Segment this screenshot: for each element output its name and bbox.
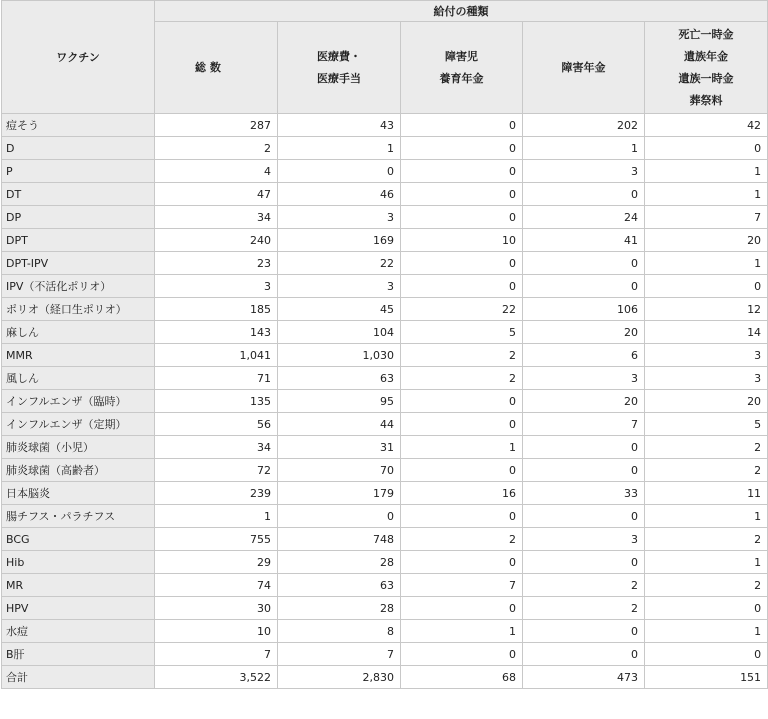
cell-value: 143	[155, 321, 278, 344]
header-line: 総 数	[195, 60, 221, 74]
vaccine-name: DP	[2, 206, 155, 229]
cell-value: 20	[523, 321, 645, 344]
header-line: 死亡一時金	[678, 27, 734, 41]
cell-value: 24	[523, 206, 645, 229]
vaccine-name: インフルエンザ（定期）	[2, 413, 155, 436]
cell-value: 0	[523, 505, 645, 528]
cell-value: 30	[155, 597, 278, 620]
cell-value: 3	[523, 160, 645, 183]
cell-value: 1,041	[155, 344, 278, 367]
cell-value: 45	[278, 298, 401, 321]
table-row	[2, 459, 768, 482]
cell-value: 5	[401, 321, 523, 344]
cell-value: 5	[645, 413, 768, 436]
table-row	[2, 505, 768, 528]
cell-value: 0	[401, 597, 523, 620]
cell-value: 2,830	[278, 666, 401, 689]
cell-value: 1	[278, 137, 401, 160]
cell-value: 240	[155, 229, 278, 252]
cell-value: 1	[401, 436, 523, 459]
cell-value: 7	[155, 643, 278, 666]
vaccine-name: P	[2, 160, 155, 183]
cell-value: 0	[523, 459, 645, 482]
cell-value: 20	[645, 390, 768, 413]
cell-value: 14	[645, 321, 768, 344]
cell-value: 473	[523, 666, 645, 689]
cell-value: 0	[401, 643, 523, 666]
table-row	[2, 597, 768, 620]
cell-value: 1	[645, 160, 768, 183]
cell-value: 104	[278, 321, 401, 344]
vaccine-name: D	[2, 137, 155, 160]
cell-value: 11	[645, 482, 768, 505]
cell-value: 74	[155, 574, 278, 597]
cell-value: 0	[278, 160, 401, 183]
cell-value: 169	[278, 229, 401, 252]
cell-value: 95	[278, 390, 401, 413]
table-row	[2, 252, 768, 275]
cell-value: 56	[155, 413, 278, 436]
cell-value: 1	[645, 620, 768, 643]
cell-value: 0	[401, 183, 523, 206]
cell-value: 20	[645, 229, 768, 252]
cell-value: 6	[523, 344, 645, 367]
cell-value: 0	[645, 275, 768, 298]
table-row	[2, 482, 768, 505]
cell-value: 44	[278, 413, 401, 436]
header-line: 葬祭料	[689, 93, 723, 107]
cell-value: 41	[523, 229, 645, 252]
cell-value: 7	[278, 643, 401, 666]
cell-value: 0	[523, 620, 645, 643]
vaccine-name: MMR	[2, 344, 155, 367]
vaccine-name: MR	[2, 574, 155, 597]
table-row	[2, 551, 768, 574]
cell-value: 748	[278, 528, 401, 551]
header-line: 障害児	[445, 49, 478, 63]
col-death-benefit-header	[645, 22, 768, 114]
cell-value: 0	[401, 551, 523, 574]
cell-value: 63	[278, 367, 401, 390]
table-row	[2, 114, 768, 137]
table-row	[2, 298, 768, 321]
cell-value: 0	[401, 505, 523, 528]
table-row	[2, 206, 768, 229]
cell-value: 185	[155, 298, 278, 321]
cell-value: 0	[401, 390, 523, 413]
cell-value: 239	[155, 482, 278, 505]
table-row	[2, 183, 768, 206]
vaccine-name: 肺炎球菌（高齢者）	[2, 459, 155, 482]
cell-value: 70	[278, 459, 401, 482]
cell-value: 71	[155, 367, 278, 390]
vaccine-name: DT	[2, 183, 155, 206]
vaccine-name: 風しん	[2, 367, 155, 390]
header-line: 遺族年金	[684, 49, 729, 63]
cell-value: 2	[645, 436, 768, 459]
vaccine-name: ポリオ（経口生ポリオ）	[2, 298, 155, 321]
cell-value: 23	[155, 252, 278, 275]
table-row	[2, 390, 768, 413]
vaccine-name: インフルエンザ（臨時）	[2, 390, 155, 413]
cell-value: 3	[523, 528, 645, 551]
cell-value: 0	[401, 459, 523, 482]
cell-value: 43	[278, 114, 401, 137]
cell-value: 179	[278, 482, 401, 505]
table-row	[2, 528, 768, 551]
cell-value: 0	[645, 643, 768, 666]
vaccine-name: 痘そう	[2, 114, 155, 137]
table-row	[2, 321, 768, 344]
header-line: 医療費・	[317, 49, 361, 63]
cell-value: 34	[155, 206, 278, 229]
table-row	[2, 229, 768, 252]
cell-value: 0	[645, 597, 768, 620]
cell-value: 0	[401, 275, 523, 298]
cell-value: 2	[401, 367, 523, 390]
cell-value: 0	[523, 436, 645, 459]
table-row	[2, 620, 768, 643]
table-row	[2, 643, 768, 666]
cell-value: 0	[401, 137, 523, 160]
cell-value: 1	[645, 551, 768, 574]
cell-value: 1	[523, 137, 645, 160]
cell-value: 2	[523, 597, 645, 620]
benefit-type-header: 給付の種類	[155, 1, 768, 22]
cell-value: 151	[645, 666, 768, 689]
cell-value: 0	[523, 183, 645, 206]
table-row	[2, 275, 768, 298]
cell-value: 46	[278, 183, 401, 206]
cell-value: 22	[278, 252, 401, 275]
cell-value: 755	[155, 528, 278, 551]
vaccine-name: DPT-IPV	[2, 252, 155, 275]
cell-value: 33	[523, 482, 645, 505]
cell-value: 3	[645, 344, 768, 367]
cell-value: 0	[278, 505, 401, 528]
vaccine-name: 水痘	[2, 620, 155, 643]
cell-value: 4	[155, 160, 278, 183]
cell-value: 135	[155, 390, 278, 413]
cell-value: 16	[401, 482, 523, 505]
header-line: 遺族一時金	[678, 71, 734, 85]
cell-value: 1	[645, 252, 768, 275]
header-line: 障害年金	[561, 60, 606, 74]
cell-value: 7	[645, 206, 768, 229]
cell-value: 0	[523, 275, 645, 298]
cell-value: 7	[523, 413, 645, 436]
cell-value: 2	[523, 574, 645, 597]
cell-value: 0	[401, 413, 523, 436]
col-disability-pension-header	[523, 22, 645, 114]
cell-value: 2	[645, 459, 768, 482]
table-row	[2, 160, 768, 183]
cell-value: 8	[278, 620, 401, 643]
cell-value: 0	[523, 643, 645, 666]
cell-value: 28	[278, 597, 401, 620]
vaccine-header: ワクチン	[2, 1, 155, 114]
cell-value: 3	[155, 275, 278, 298]
cell-value: 0	[523, 252, 645, 275]
cell-value: 34	[155, 436, 278, 459]
cell-value: 106	[523, 298, 645, 321]
vaccine-name: 日本脳炎	[2, 482, 155, 505]
table-row	[2, 344, 768, 367]
cell-value: 0	[523, 551, 645, 574]
cell-value: 1,030	[278, 344, 401, 367]
cell-value: 22	[401, 298, 523, 321]
cell-value: 0	[401, 206, 523, 229]
cell-value: 1	[155, 505, 278, 528]
cell-value: 3	[278, 206, 401, 229]
cell-value: 2	[645, 574, 768, 597]
cell-value: 2	[155, 137, 278, 160]
cell-value: 1	[645, 505, 768, 528]
vaccine-name: IPV（不活化ポリオ）	[2, 275, 155, 298]
cell-value: 0	[401, 114, 523, 137]
table-row	[2, 574, 768, 597]
cell-value: 2	[401, 528, 523, 551]
cell-value: 12	[645, 298, 768, 321]
cell-value: 202	[523, 114, 645, 137]
col-medical-header	[278, 22, 401, 114]
vaccine-name: HPV	[2, 597, 155, 620]
vaccine-name: Hib	[2, 551, 155, 574]
header-line: 医療手当	[317, 71, 361, 85]
table-row	[2, 413, 768, 436]
table-row	[2, 137, 768, 160]
col-child-pension-header	[401, 22, 523, 114]
cell-value: 10	[401, 229, 523, 252]
vaccine-name: DPT	[2, 229, 155, 252]
cell-value: 10	[155, 620, 278, 643]
vaccine-name: 麻しん	[2, 321, 155, 344]
cell-value: 1	[401, 620, 523, 643]
vaccine-name: B肝	[2, 643, 155, 666]
cell-value: 31	[278, 436, 401, 459]
vaccine-name: 腸チフス・パラチフス	[2, 505, 155, 528]
cell-value: 42	[645, 114, 768, 137]
cell-value: 0	[401, 252, 523, 275]
cell-value: 3	[523, 367, 645, 390]
cell-value: 29	[155, 551, 278, 574]
cell-value: 3	[645, 367, 768, 390]
col-total-header	[155, 22, 278, 114]
cell-value: 7	[401, 574, 523, 597]
vaccine-name: 肺炎球菌（小児）	[2, 436, 155, 459]
cell-value: 72	[155, 459, 278, 482]
vaccine-name: 合計	[2, 666, 155, 689]
cell-value: 28	[278, 551, 401, 574]
cell-value: 2	[401, 344, 523, 367]
vaccine-benefit-table	[1, 0, 768, 689]
cell-value: 287	[155, 114, 278, 137]
cell-value: 0	[645, 137, 768, 160]
cell-value: 3,522	[155, 666, 278, 689]
cell-value: 20	[523, 390, 645, 413]
table-row	[2, 436, 768, 459]
cell-value: 1	[645, 183, 768, 206]
table-row	[2, 367, 768, 390]
cell-value: 47	[155, 183, 278, 206]
cell-value: 2	[645, 528, 768, 551]
header-line: 養育年金	[439, 71, 484, 85]
cell-value: 63	[278, 574, 401, 597]
total-row	[2, 666, 768, 689]
cell-value: 3	[278, 275, 401, 298]
cell-value: 68	[401, 666, 523, 689]
vaccine-name: BCG	[2, 528, 155, 551]
cell-value: 0	[401, 160, 523, 183]
